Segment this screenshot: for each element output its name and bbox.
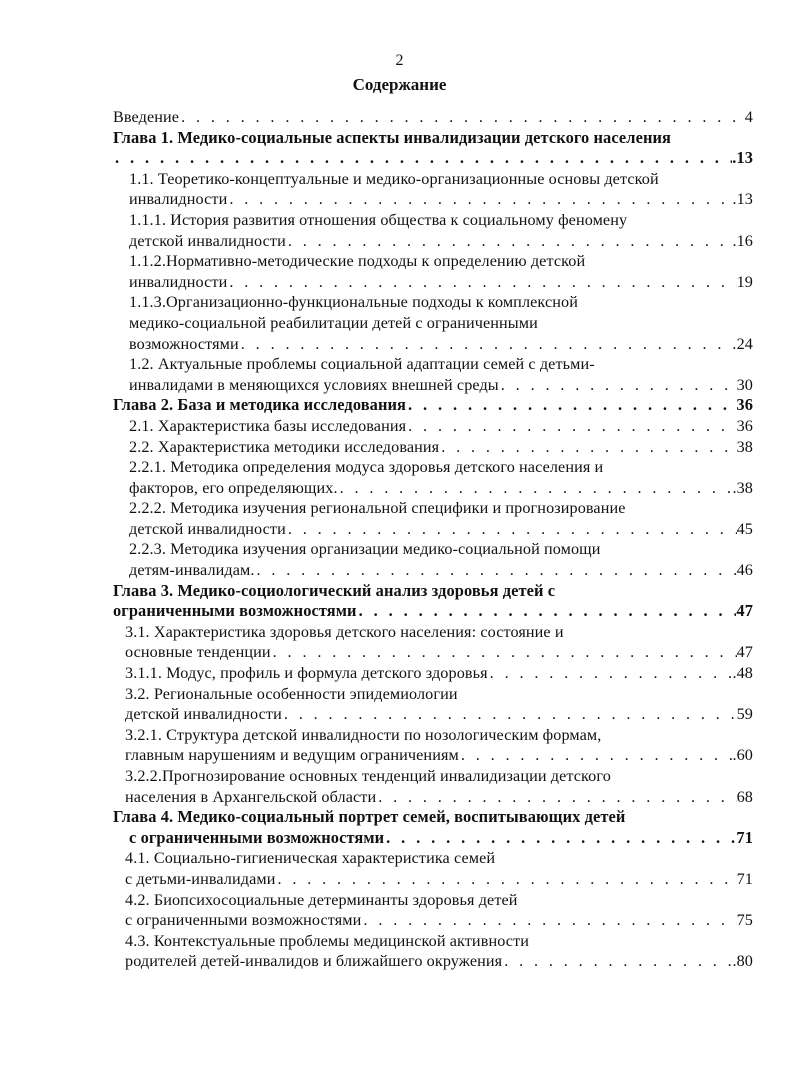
toc-entry-text: 3.2. Региональные особенности эпидемиологии: [125, 684, 458, 703]
toc-entry-1-1[interactable]: [113, 169, 753, 210]
dot-leader: [439, 437, 736, 458]
toc-entry-4-2[interactable]: [113, 890, 753, 931]
dot-leader: [286, 519, 737, 540]
toc-page-ref: 4: [744, 108, 753, 126]
dot-leader: [406, 395, 736, 416]
toc-entry-chapter-3[interactable]: [113, 581, 753, 622]
toc-entry-text-cont: основные тенденции: [125, 643, 271, 662]
toc-page-ref: 30: [736, 375, 753, 394]
toc-entry-text-cont: населения в Архангельской области: [125, 787, 377, 806]
toc-entry-chapter-4[interactable]: [113, 807, 753, 848]
toc-page-ref: 47: [736, 601, 753, 621]
toc-entry-1-2[interactable]: [113, 354, 753, 395]
toc-entry-text-cont: инвалидности: [129, 272, 228, 291]
dot-leader: [361, 910, 736, 931]
toc-entry-text-cont: возможностями: [129, 334, 239, 353]
toc-entry-text: 3.2.2.Прогнозирование основных тенденций инвалидизации детского: [125, 767, 611, 785]
dot-leader: [406, 416, 736, 437]
dot-leader: [227, 189, 732, 210]
page-number: 2: [395, 52, 404, 69]
toc-entry-text: 4.2. Биопсихосоциальные детерминанты здоровья детей: [125, 890, 518, 909]
dot-leader: [255, 560, 737, 581]
toc-entry-text-cont: детям-инвалидам.: [129, 561, 255, 580]
toc-entry-3-2-1[interactable]: [113, 725, 753, 766]
toc-entry-text-cont: инвалидами в меняющихся условиях внешней среды: [129, 375, 499, 394]
toc-page-ref: 75: [736, 911, 753, 930]
toc-title: Содержание: [352, 75, 447, 94]
toc-page-ref: 71: [736, 827, 753, 847]
dot-leader: [282, 704, 737, 725]
toc-entry-text: 3.1.1. Модус, профиль и формула детского здоровья: [125, 664, 488, 683]
toc-entry-text: 2.2. Характеристика методики исследования: [129, 437, 440, 456]
dot-leader: [384, 828, 736, 849]
toc-entry-text: 1.1.2.Нормативно-методические подходы к определению детской: [129, 252, 586, 271]
toc-page-ref: .13: [732, 148, 753, 168]
toc-entry-text: 2.2.2. Методика изучения региональной специфики и прогнозирование: [129, 499, 626, 518]
dot-leader: [239, 334, 737, 355]
toc-entry-2-2-3[interactable]: [113, 539, 753, 580]
toc-entry-text: 2.1. Характеристика базы исследования: [129, 416, 407, 435]
toc-entry-text: Введение: [113, 108, 180, 126]
toc-page-ref: 24: [736, 334, 753, 353]
toc-entry-text: 2.2.3. Методика изучения организации медико-социальной помощи: [129, 540, 601, 559]
dot-leader: [499, 375, 737, 396]
toc-entry-1-1-1[interactable]: [113, 210, 753, 251]
dot-leader: [376, 787, 736, 808]
toc-entry-chapter-1[interactable]: [113, 128, 753, 169]
toc-entry-1-1-2[interactable]: [113, 251, 753, 292]
toc-entry-2-1[interactable]: [113, 416, 753, 437]
toc-page-ref: 36: [736, 395, 753, 415]
toc-page-ref: .48: [732, 664, 753, 683]
toc-entry-text: 1.2. Актуальные проблемы социальной адаптации семей с детьми-: [129, 355, 595, 374]
toc-entry-text-cont: ограниченными возможностями: [113, 601, 357, 621]
dot-leader: [286, 231, 733, 252]
toc-entry-3-1-1[interactable]: [113, 663, 753, 684]
toc-entry-3-2-2[interactable]: [113, 766, 753, 807]
toc-entry-text: 4.3. Контекстуальные проблемы медицинской активности: [125, 931, 530, 950]
dot-leader: [488, 663, 733, 684]
dot-leader: [357, 601, 737, 622]
toc-page-ref: .13: [732, 190, 753, 209]
toc-entry-text: 3.2.1. Структура детской инвалидности по нозологическим формам,: [125, 725, 602, 744]
dot-leader: [227, 272, 736, 293]
toc-page-ref: .38: [732, 478, 753, 497]
toc-entry-text: 1.1. Теоретико-концептуальные и медико-организационные основы детской: [129, 169, 659, 188]
table-of-contents: [113, 107, 753, 972]
toc-entry-text: 4.1. Социально-гигиеническая характеристика семей: [125, 849, 496, 868]
dot-leader: [113, 148, 732, 169]
toc-entry-4-1[interactable]: [113, 848, 753, 889]
toc-entry-text-cont: с ограниченными возможностями: [129, 827, 385, 847]
toc-page-ref: 46: [736, 561, 753, 580]
toc-entry-text-cont: детской инвалидности: [125, 705, 282, 724]
toc-entry-2-2-1[interactable]: [113, 457, 753, 498]
toc-page-ref: 19: [736, 272, 753, 291]
toc-entry-text: 3.1. Характеристика здоровья детского населения: состояние и: [125, 622, 564, 641]
toc-entry-text-mid: медико-социальной реабилитации детей с ограниченными: [129, 313, 538, 332]
toc-entry-3-1[interactable]: [113, 622, 753, 663]
dot-leader: [338, 478, 733, 499]
toc-entry-text-cont: факторов, его определяющих.: [129, 478, 338, 497]
dot-leader: [271, 642, 737, 663]
toc-entry-text: 1.1.3.Организационно-функциональные подходы к комплексной: [129, 293, 578, 312]
toc-page-ref: 68: [736, 787, 753, 806]
toc-entry-text: 2.2.1. Методика определения модуса здоровья детского населения и: [129, 458, 604, 477]
dot-leader: [179, 107, 737, 128]
dot-leader: [275, 869, 736, 890]
toc-page-ref: 59: [736, 705, 753, 724]
toc-entry-text: Глава 3. Медико-социологический анализ здоровья детей с: [113, 580, 556, 600]
toc-page-ref: .16: [732, 231, 753, 250]
toc-entry-text: Глава 1. Медико-социальные аспекты инвалидизации детского населения: [113, 127, 672, 147]
toc-entry-text-cont: родителей детей-инвалидов и ближайшего окружения: [125, 952, 503, 971]
toc-page-ref: 71: [736, 869, 753, 888]
dot-leader: [502, 951, 732, 972]
toc-page-ref: .60: [732, 746, 753, 765]
toc-entry-text-cont: с ограниченными возможностями: [125, 911, 362, 930]
toc-page-ref: 45: [736, 519, 753, 538]
toc-entry-text-cont: детской инвалидности: [129, 231, 286, 250]
toc-entry-text-cont: главным нарушениям и ведущим ограничениям: [125, 746, 459, 765]
toc-entry-2-2-2[interactable]: [113, 498, 753, 539]
toc-entry-4-3[interactable]: [113, 931, 753, 972]
toc-entry-2-2[interactable]: [113, 437, 753, 458]
toc-page-ref: .80: [732, 952, 753, 971]
toc-entry-chapter-2[interactable]: [113, 395, 753, 416]
toc-entry-text-cont: инвалидности: [129, 190, 228, 209]
toc-entry-3-2[interactable]: [113, 684, 753, 725]
toc-entry-text-cont: детской инвалидности: [129, 519, 286, 538]
toc-page-ref: 47: [736, 643, 753, 662]
toc-entry-text: Глава 2. База и методика исследования: [113, 395, 407, 415]
toc-page-ref: 38: [736, 437, 753, 456]
toc-page-ref: 36: [736, 416, 753, 435]
toc-entry-text-cont: с детьми-инвалидами: [125, 869, 276, 888]
toc-entry-text: 1.1.1. История развития отношения общества к социальному феномену: [129, 210, 628, 229]
toc-entry-text: Глава 4. Медико-социальный портрет семей, воспитывающих детей: [113, 807, 626, 827]
toc-entry-intro[interactable]: [113, 107, 753, 128]
dot-leader: [459, 745, 733, 766]
toc-entry-1-1-3[interactable]: [113, 292, 753, 354]
